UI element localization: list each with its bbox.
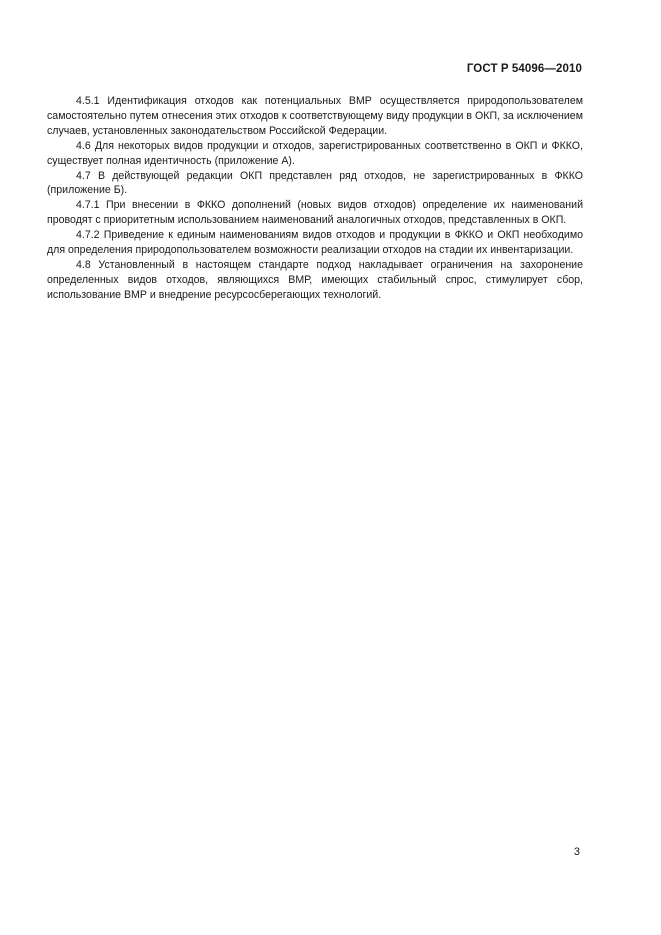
page-number: 3	[573, 846, 580, 858]
paragraph-4-7: 4.7 В действующей редакции ОКП представлен ряд отходов, не зарегистрированных в ФККО (приложение Б).	[47, 169, 583, 197]
paragraph-4-7-1: 4.7.1 При внесении в ФККО дополнений (новых видов отходов) определение их наименований проводят с приоритетным использованием наименований аналогичных отходов, представленных в ОКП.	[47, 199, 583, 227]
document-body	[47, 94, 583, 303]
document-header-standard-id: ГОСТ Р 54096—2010	[466, 63, 582, 75]
paragraph-4-5-1: 4.5.1 Идентификация отходов как потенциальных ВМР осуществляется природопользователем самостоятельно путем отнесения этих отходов к соответствующему виду продукции в ОКП, за исключением случаев, установленных законодательством Российской Федерации.	[47, 95, 583, 137]
paragraph-4-7-2: 4.7.2 Приведение к единым наименованиям видов отходов и продукции в ФККО и ОКП необходимо для определения природопользователем возможности реализации отходов на стадии их инвентаризации.	[47, 229, 583, 257]
paragraph-4-6: 4.6 Для некоторых видов продукции и отходов, зарегистрированных соответственно в ОКП и ФККО, существует полная идентичность (приложение А).	[47, 139, 583, 167]
paragraph-4-8: 4.8 Установленный в настоящем стандарте подход накладывает ограничения на захоронение определенных видов отходов, являющихся ВМР, имеющих стабильный спрос, стимулирует сбор, использование ВМР и внедрение ресурсосберегающих технологий.	[47, 258, 583, 301]
